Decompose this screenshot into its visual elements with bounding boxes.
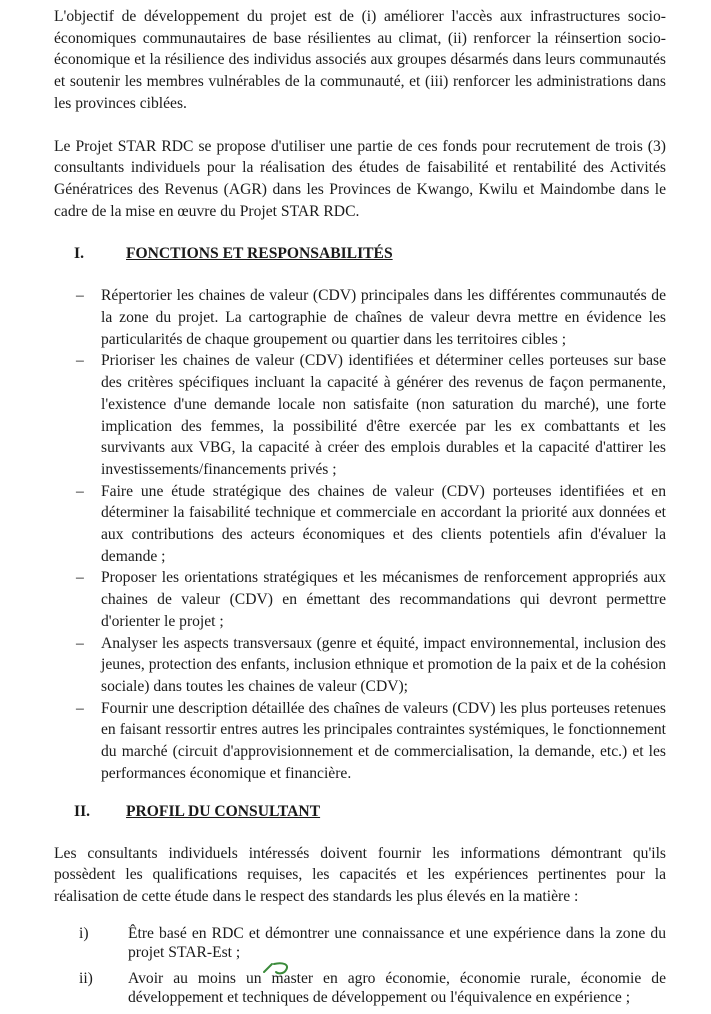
list-item: – Proposer les orientations stratégiques et les mécanismes de renforcement appropriés aux chaines de valeur (CDV) en émettant des recommandations qui devront permettre d'orienter le projet ; bbox=[76, 569, 666, 630]
section-heading-functions bbox=[54, 243, 666, 265]
section-heading-profile bbox=[54, 801, 666, 823]
item-numeral: ii) bbox=[79, 969, 93, 987]
item-numeral: i) bbox=[79, 924, 89, 942]
item-text: Être basé en RDC et démontrer une connaissance et une expérience dans la zone du projet STAR-Est ; bbox=[128, 924, 666, 962]
list-item: – Faire une étude stratégique des chaines de valeur (CDV) porteuses identifiées et en déterminer la faisabilité technique et commerciale en accordant la priorité aux données et aux contributions des acteurs économiques et des clients potentiels afin d'évaluer la demande ; bbox=[76, 482, 666, 565]
dash-bullet-icon: – bbox=[76, 699, 84, 717]
dash-bullet-icon: – bbox=[76, 634, 84, 652]
dash-bullet-icon: – bbox=[76, 569, 84, 587]
section-number: II. bbox=[74, 802, 91, 820]
intro-paragraph-objective: L'objectif de développement du projet est de (i) améliorer l'accès aux infrastructures socio-économiques communautaires de base résilientes au climat, (ii) renforcer la réinsertion socio-économique et la résilience des individus associés aux groupes désarmés dans leurs communautés et soutenir les membres vulnérables de la communauté, et (iii) renforcer les administrations dans les provinces ciblées. bbox=[54, 8, 666, 112]
intro-paragraph-project: Le Projet STAR RDC se propose d'utiliser une partie de ces fonds pour recrutement de trois (3) consultants individuels pour la réalisation des études de faisabilité et rentabilité des Activités Génératrices des Revenus (AGR) dans les Provinces de Kwango, Kwilu et Maindombe dans le cadre de la mise en œuvre du Projet STAR RDC. bbox=[54, 137, 666, 220]
section-number: I. bbox=[74, 245, 84, 263]
profile-requirements-list bbox=[54, 924, 666, 1008]
dash-bullet-icon: – bbox=[76, 287, 84, 305]
item-text: Avoir au moins un master en agro économie, économie rurale, économie de développement et techniques de développement ou l'équivalence en expérience ; bbox=[128, 969, 666, 1007]
dash-bullet-icon: – bbox=[76, 352, 84, 370]
document-page bbox=[54, 6, 666, 1014]
list-item bbox=[54, 969, 666, 1008]
dash-bullet-icon: – bbox=[76, 482, 84, 500]
section-title: PROFIL DU CONSULTANT bbox=[126, 802, 321, 820]
list-item: – Fournir une description détaillée des chaînes de valeurs (CDV) les plus porteuses retenues en faisant ressortir entres autres les principales contraintes systémiques, le fonctionnement du marché (circuit d'approvisionnement et de commercialisation, la demande, etc.) et les performances économique et financière. bbox=[76, 699, 666, 782]
list-item: – Répertorier les chaines de valeur (CDV) principales dans les différentes communautés de la zone du projet. La cartographie de chaînes de valeur devra mettre en évidence les particularités de chaque groupement ou quartier dans les territoires cibles ; bbox=[76, 287, 666, 348]
responsibilities-list bbox=[54, 285, 666, 784]
profile-intro-paragraph: Les consultants individuels intéressés doivent fournir les informations démontrant qu'ils possèdent les qualifications requises, les capacités et les expériences pertinentes pour la réalisation de cette étude dans le respect des standards les plus élevés en la matière : bbox=[54, 844, 666, 905]
list-item: – Prioriser les chaines de valeur (CDV) identifiées et déterminer celles porteuses sur base des critères spécifiques incluant la capacité à générer des revenus de façon permanente, l'existence d'une demande locale non satisfaite (non saturation du marché), une forte implication des femmes, la possibilité d'être exercée par les ex combattants et les survivants aux VBG, la capacité à créer des emplois durables et la capacité d'attirer les investissements/financements privés ; bbox=[76, 352, 666, 478]
list-item: – Analyser les aspects transversaux (genre et équité, impact environnemental, inclusion des jeunes, protection des enfants, inclusion ethnique et promotion de la paix et de la cohésion sociale) dans toutes les chaines de valeur (CDV); bbox=[76, 634, 666, 695]
section-title: FONCTIONS ET RESPONSABILITÉS bbox=[126, 245, 393, 263]
list-item bbox=[54, 924, 666, 963]
